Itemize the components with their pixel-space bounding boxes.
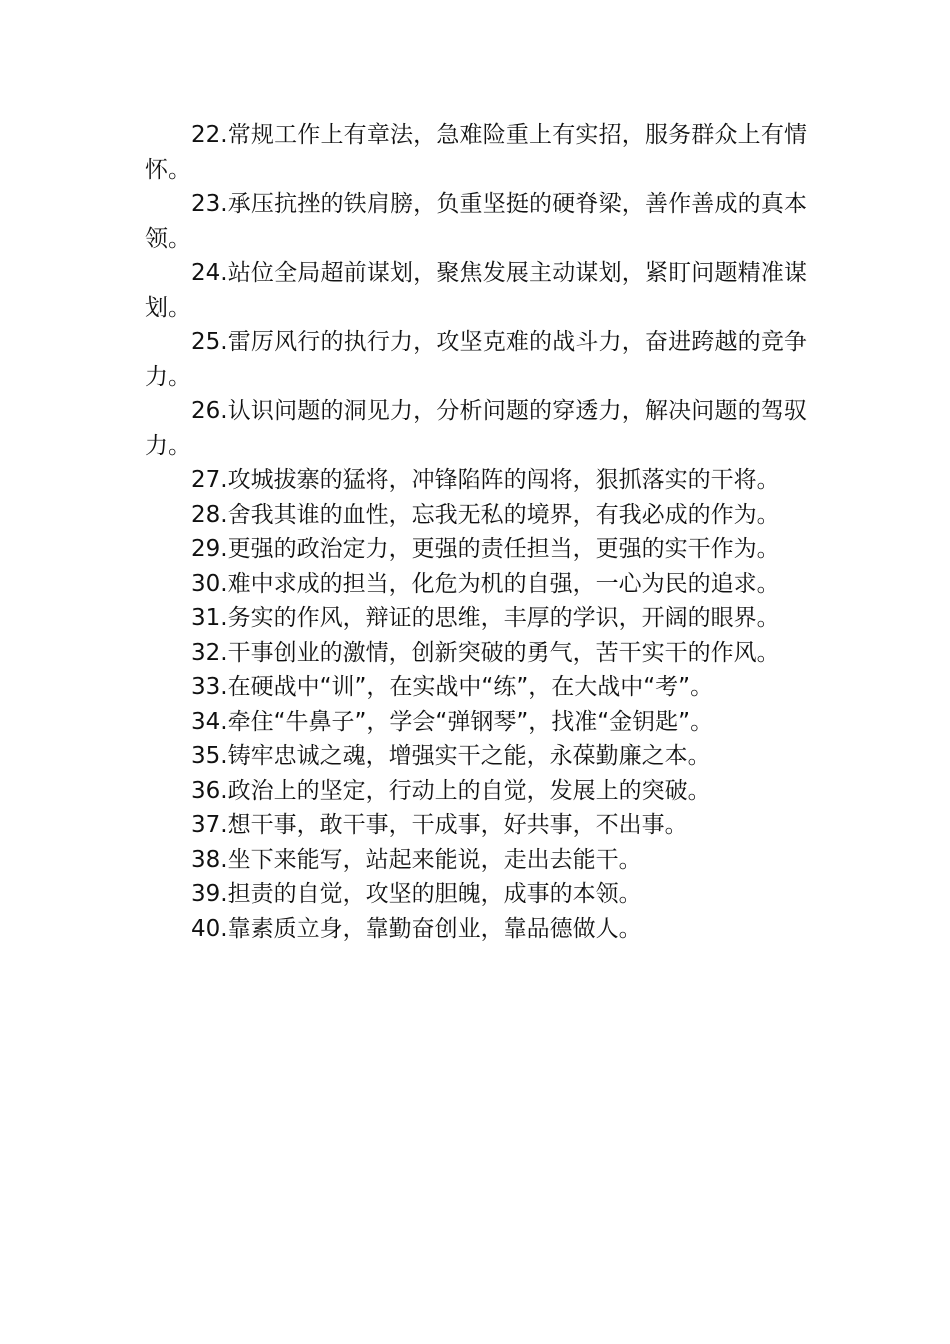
- list-item: 35.铸牢忠诚之魂，增强实干之能，永葆勤廉之本。: [191, 743, 711, 769]
- list-item: 31.务实的作风，辩证的思维，丰厚的学识，开阔的眼界。: [191, 605, 780, 631]
- list-item: 30.难中求成的担当，化危为机的自强，一心为民的追求。: [191, 570, 780, 597]
- list-item: 38.坐下来能写，站起来能说，走出去能干。: [191, 846, 642, 873]
- list-item: 36.政治上的坚定，行动上的自觉，发展上的突破。: [191, 777, 711, 804]
- list-item: 33.在硬战中“训”，在实战中“练”，在大战中“考”。: [191, 674, 714, 700]
- document-body: [145, 118, 807, 946]
- list-item: 22.常规工作上有章法，急难险重上有实招，服务群众上有情怀。: [145, 122, 807, 183]
- list-item: 26.认识问题的洞见力，分析问题的穿透力，解决问题的驾驭力。: [145, 398, 807, 459]
- list-item: 29.更强的政治定力，更强的责任担当，更强的实干作为。: [191, 536, 780, 562]
- list-item: 39.担责的自觉，攻坚的胆魄，成事的本领。: [191, 881, 642, 907]
- list-item: 37.想干事，敢干事，干成事，好共事，不出事。: [191, 812, 688, 838]
- list-item: 32.干事创业的激情，创新突破的勇气，苦干实干的作风。: [191, 639, 780, 666]
- list-item: 34.牵住“牛鼻子”，学会“弹钢琴”，找准“金钥匙”。: [191, 708, 714, 735]
- list-item: 25.雷厉风行的执行力，攻坚克难的战斗力，奋进跨越的竞争力。: [145, 329, 807, 390]
- list-item: 40.靠素质立身，靠勤奋创业，靠品德做人。: [191, 915, 642, 942]
- list-item: 23.承压抗挫的铁肩膀，负重坚挺的硬脊梁，善作善成的真本领。: [145, 191, 807, 252]
- list-item: 24.站位全局超前谋划，聚焦发展主动谋划，紧盯问题精准谋划。: [145, 260, 807, 321]
- list-item: 27.攻城拔寨的猛将，冲锋陷阵的闯将，狠抓落实的干将。: [191, 467, 780, 493]
- list-item: 28.舍我其谁的血性，忘我无私的境界，有我必成的作为。: [191, 501, 780, 528]
